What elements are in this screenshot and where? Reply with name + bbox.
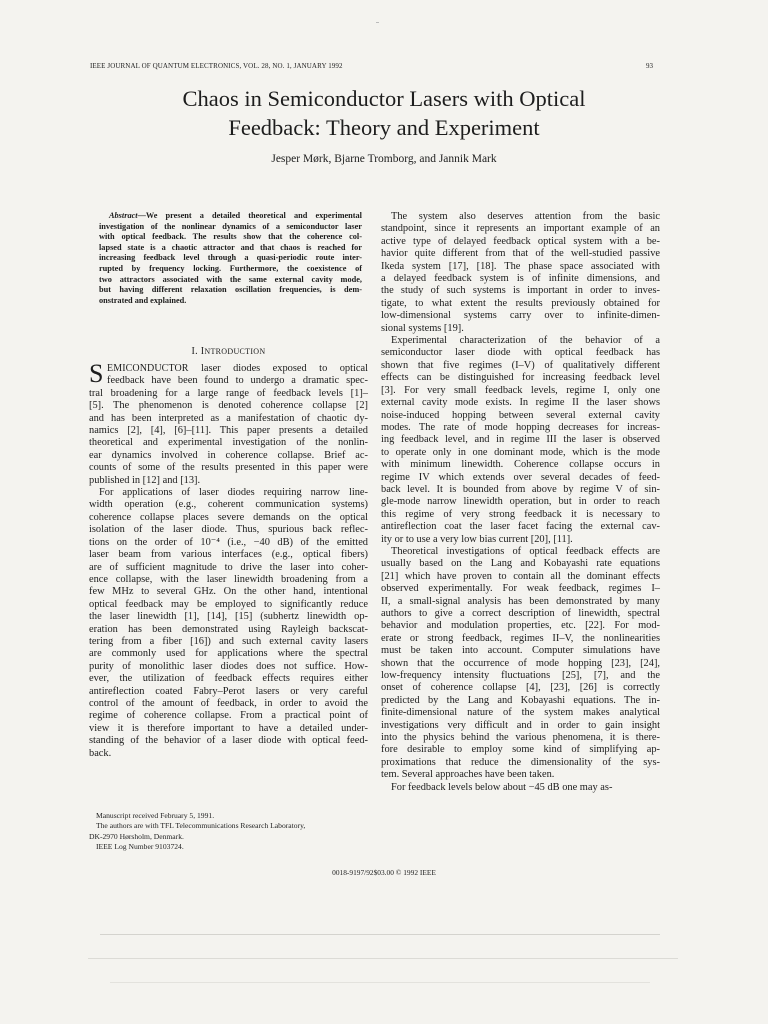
scan-line — [110, 982, 650, 983]
body-line: few MHz to several GHz. On the other hand, intentional — [89, 586, 368, 598]
footnote — [89, 811, 368, 853]
body-line: ing feedback level, and in regime III the laser is observed — [381, 434, 660, 446]
body-line: modes. The rate of mode hopping decreases for increas- — [381, 421, 660, 433]
body-line: Ikeda system [17], [18]. The phase space associated with — [381, 260, 660, 272]
scan-mark — [376, 22, 379, 23]
body-line: with minimum linewidth. Coherence collapse occurs in — [381, 459, 660, 471]
body-line: shown that the occurrence of mode hopping [23], [24], — [381, 657, 660, 669]
body-line: gle-mode narrow linewidth operation, but in order to reach — [381, 496, 660, 508]
body-line: tigate, to what extent the results previously obtained for — [381, 297, 660, 309]
body-line: namics [2], [4], [6]–[11]. This paper presents a detailed — [89, 425, 368, 437]
body-line: usually based on the Lang and Kobayashi rate equations — [381, 558, 660, 570]
author-list: Jesper Mørk, Bjarne Tromborg, and Jannik Mark — [271, 153, 497, 165]
body-line: antireflection coat the laser facet facing the external cav- — [381, 521, 660, 533]
body-line: into the physics behind the various phenomena, it is there- — [381, 732, 660, 744]
body-line: II, a small-signal analysis has been demonstrated by many — [381, 595, 660, 607]
body-line: [3]. For very small feedback levels, regime I, only one — [381, 384, 660, 396]
body-line: the study of such systems is important in order to inves- — [381, 285, 660, 297]
paragraph-first-line: S EMICONDUCTOR laser diodes exposed to optical — [89, 359, 368, 388]
left-column-text — [89, 359, 368, 760]
abstract-line: Abstract—We present a detailed theoretical and experimental — [109, 211, 362, 220]
body-line: isolation of the laser diode. Thus, spurious back reflec- — [89, 524, 368, 536]
body-line: observed experimentally. For weak feedback, regimes I– — [381, 583, 660, 595]
copyright-line: 0018-9197/92$03.00 © 1992 IEEE — [332, 868, 436, 877]
body-line: a delayed feedback system is of infinite dimensions, and — [381, 273, 660, 285]
abstract-line: rupted by frequency locking. Furthermore, the coexistence of — [99, 263, 362, 273]
body-line: regime IV which extends over several decades of feed- — [381, 471, 660, 483]
body-line: active type of delayed feedback optical system with a be- — [381, 235, 660, 247]
body-line: width operation (e.g., coherent communication systems) — [89, 499, 368, 511]
body-line: ity or to use a very low bias current [20], [11]. — [381, 533, 573, 545]
body-line: and has been interpreted as a manifestation of chaotic dy- — [89, 412, 368, 424]
drop-cap: S — [89, 359, 104, 388]
body-line: standing of the behavior of a laser diode with optical feed- — [89, 735, 368, 747]
running-head: IEEE JOURNAL OF QUANTUM ELECTRONICS, VOL. 28, NO. 1, JANUARY 1992 — [90, 62, 343, 70]
body-line: tem. Several approaches have been taken. — [381, 769, 555, 781]
body-line: For feedback levels below about −45 dB one may as- — [391, 781, 613, 793]
title-line: Chaos in Semiconductor Lasers with Optical — [182, 86, 586, 111]
body-line: coherence collapse places severe demands on the optical — [89, 511, 368, 523]
body-line: feedback have been found to undergo a dramatic spec- — [107, 375, 368, 387]
body-line: onset of coherence collapse [4], [23], [26] is correctly — [381, 682, 660, 694]
body-line: regime of coherence collapse. From a practical point of — [89, 710, 368, 722]
body-line: theoretical and experimental investigation of the nonlin- — [89, 437, 368, 449]
body-line: tral broadening for a large range of feedback levels [1]– — [89, 387, 368, 399]
abstract-line: onstrated and explained. — [99, 295, 187, 305]
abstract-line: investigation of the nonlinear dynamics of a semiconductor laser — [99, 221, 362, 231]
body-line: purity of monolithic laser diodes does not suffice. How- — [89, 660, 368, 672]
body-line: eration has been demonstrated using Rayleigh backscat- — [89, 623, 368, 635]
paper-title — [0, 84, 768, 142]
body-line: behavior and modulation properties, etc. [22]. For mod- — [381, 620, 660, 632]
abstract-label: Abstract— — [109, 211, 146, 220]
body-line: erate or strong feedback, regimes II–V, the nonlinearities — [381, 632, 660, 644]
footnote-line: The authors are with TFL Telecommunications Research Laboratory, — [96, 821, 306, 831]
abstract — [99, 211, 362, 306]
body-line: effects can be distinguished for increasing feedback level — [381, 372, 660, 384]
body-line: finite-dimensional nature of the system makes analytical — [381, 707, 660, 719]
body-line: the laser linewidth [1], [14], [15] (subhertz linewidth op- — [89, 611, 368, 623]
abstract-line: two attractors associated with the same external cavity mode, — [99, 274, 362, 284]
body-line: proximations that reduce the dimensionality of the sys- — [381, 756, 660, 768]
body-line: ever, the utilization of feedback effects requires either — [89, 673, 368, 685]
body-line: investigations very difficult and in order to gain insight — [381, 719, 660, 731]
footnote-line: DK-2970 Hørsholm, Denmark. — [89, 831, 184, 841]
body-line: tering from a fiber [16]) and such external cavity lasers — [89, 635, 368, 647]
abstract-line: but having different relaxation oscillation frequencies, is dem- — [99, 285, 362, 295]
abstract-line: increasing feedback level through a quasi-periodic route inter- — [99, 253, 362, 263]
body-line: ence collapse, with the laser linewidth broadening from a — [89, 573, 368, 585]
body-line: low-dimensional systems carry over to infinite-dimen- — [381, 310, 660, 322]
body-line: sional systems [19]. — [381, 322, 464, 334]
abstract-line: lapsed state is a chaotic attractor and that chaos is reached for — [99, 242, 362, 252]
body-line: tions on the order of 10⁻⁴ (i.e., −40 dB) of the emitted — [89, 536, 368, 548]
body-line: must be taken into account. Computer simulations have — [381, 645, 660, 657]
body-line: For applications of laser diodes requiring narrow line- — [99, 487, 368, 499]
right-column-text — [381, 211, 660, 794]
scan-line — [100, 934, 660, 935]
body-line: antireflection coated Fabry–Perot lasers or very careful — [89, 685, 368, 697]
body-line: to operate only in one dominant mode, which is the mode — [381, 446, 660, 458]
body-line: standpoint, since it represents an important example of an — [381, 223, 660, 235]
scan-line — [88, 958, 678, 959]
body-line: this regime of very strong feedback it is necessary to — [381, 508, 660, 520]
body-line: control of the amount of feedback, in order to avoid the — [89, 697, 368, 709]
body-line: low-frequency intensity fluctuations [25], [7], and the — [381, 670, 660, 682]
body-line: are of sufficient magnitude to drive the laser into coher- — [89, 561, 368, 573]
page-number: 93 — [646, 62, 653, 70]
body-line: fore desirable to employ some kind of simplifying ap- — [381, 744, 660, 756]
body-line: back level. It is bounded from above by regime V of sin- — [381, 483, 660, 495]
title-line: Feedback: Theory and Experiment — [228, 115, 540, 140]
abstract-line: with optical feedback. The results show that the coherence col- — [99, 232, 362, 242]
section-heading-introduction: I. INTRODUCTION — [191, 346, 266, 357]
body-line: Experimental characterization of the behavior of a — [391, 335, 660, 347]
body-line: shown that five regimes (I–V) of qualitatively different — [381, 359, 660, 371]
body-line: The system also deserves attention from the basic — [391, 211, 660, 222]
footnote-line: IEEE Log Number 9103724. — [96, 842, 184, 852]
body-line: counts of some of the results presented in this paper were — [89, 462, 368, 474]
body-line: [5]. The phenomenon is denoted coherence collapse [2] — [89, 400, 368, 412]
body-line: havior quite different from that of the well-studied passive — [381, 248, 660, 260]
body-line: optical feedback may be employed to significantly reduce — [89, 598, 368, 610]
body-line: semiconductor laser diode with optical feedback has — [381, 347, 660, 359]
body-line: are commonly used for applications where the spectral — [89, 648, 368, 660]
body-line: authors to give a correct description of linewidth, spectral — [381, 608, 660, 619]
body-line: laser beam from various interfaces (e.g., optical fibers) — [89, 549, 368, 561]
body-line: published in [12] and [13]. — [89, 474, 201, 486]
body-line: Theoretical investigations of optical feedback effects are — [391, 545, 660, 557]
footnote-line: Manuscript received February 5, 1991. — [96, 811, 215, 820]
body-line: external cavity mode exists. In regime II the laser shows — [381, 397, 660, 409]
body-line: back. — [89, 747, 112, 759]
body-line: [21] which have proven to contain all the dominant effects — [381, 570, 660, 582]
body-line: predicted by the Lang and Kobayashi equations. The in- — [381, 694, 660, 706]
body-line: view it is therefore important to have a detailed under- — [89, 722, 368, 734]
body-line: noise-induced hopping between several external cavity — [381, 409, 660, 421]
body-line: ear dynamics involved in coherence collapse. Brief ac- — [89, 449, 368, 461]
